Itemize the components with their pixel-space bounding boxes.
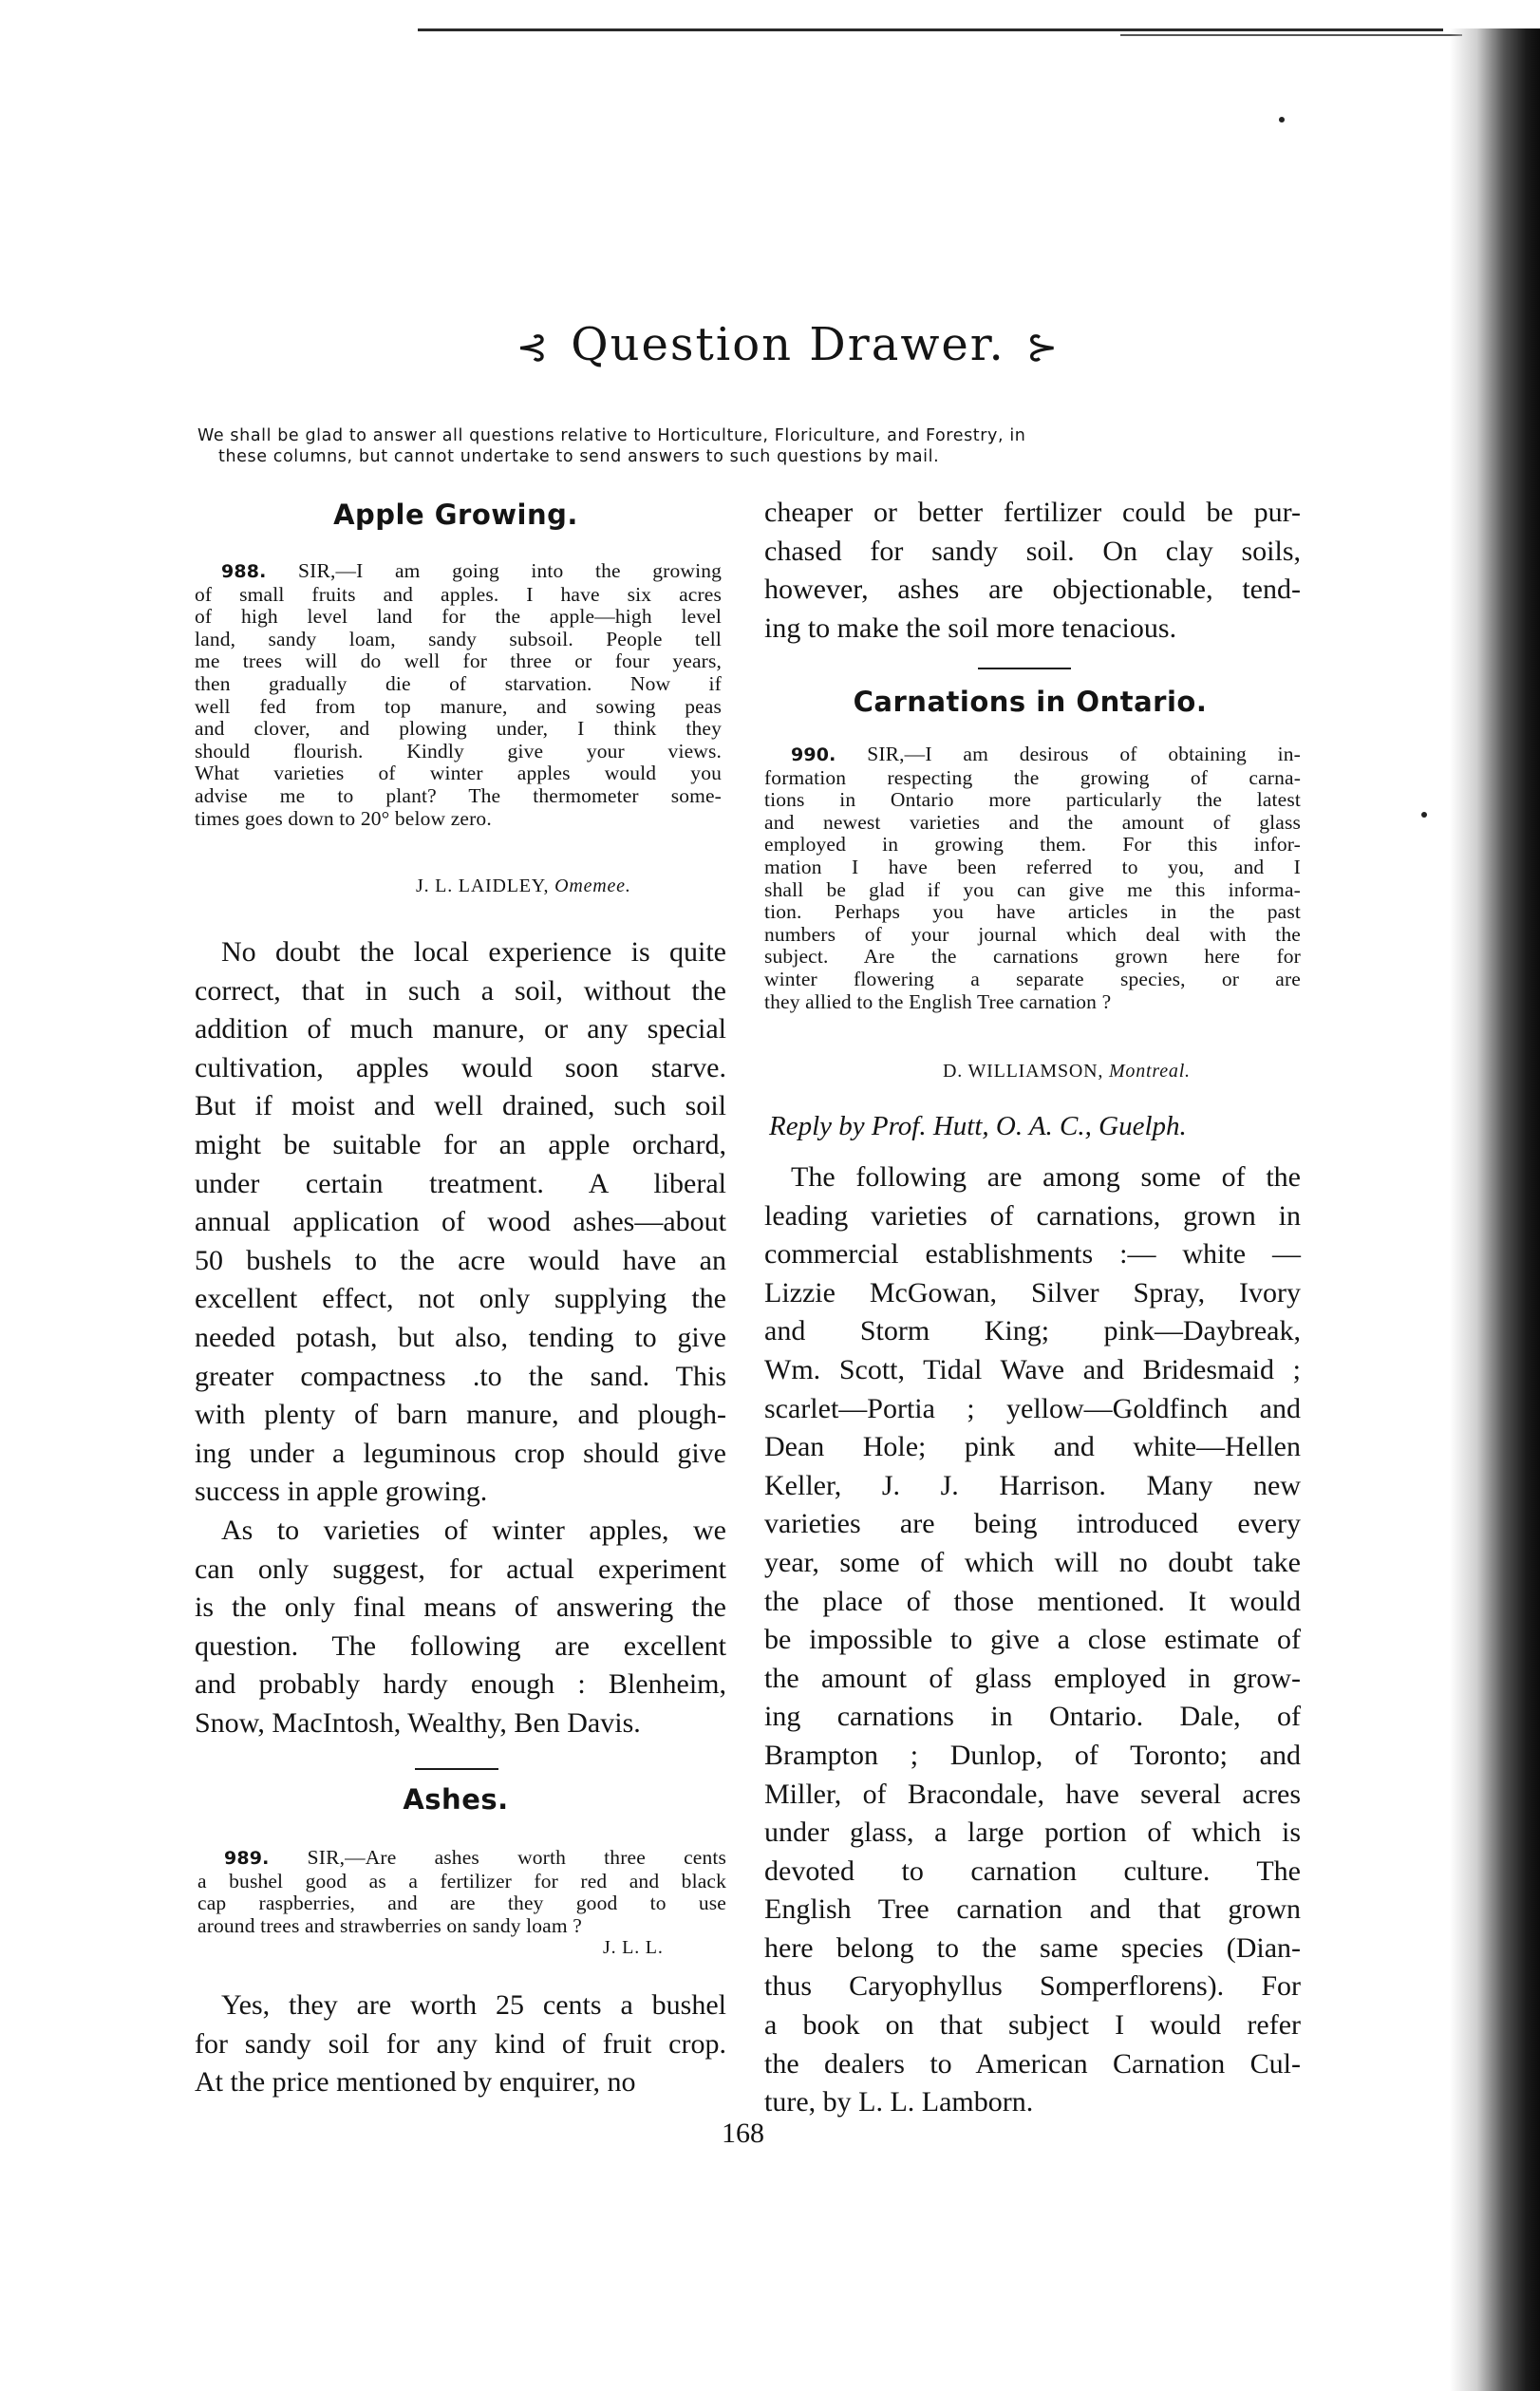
ashes-letter	[197, 1847, 726, 1937]
top-border-rule	[418, 28, 1443, 31]
text-line: But if moist and well drained, such soil	[195, 1090, 726, 1122]
text-line: with plenty of barn manure, and plough-	[195, 1399, 726, 1431]
text-line: around trees and strawberries on sandy loam ?	[197, 1913, 582, 1937]
apple-signature	[416, 875, 631, 897]
top-border-rule-secondary	[1120, 34, 1462, 36]
text-line: needed potash, but also, tending to give	[195, 1321, 726, 1353]
text-line: annual application of wood ashes—about	[195, 1206, 726, 1238]
text-line: a bushel good as a fertilizer for red and black	[197, 1869, 726, 1892]
text-line: formation respecting the growing of carna-	[764, 765, 1301, 789]
scan-speck	[1421, 812, 1427, 818]
text-line: the dealers to American Carnation Cul-	[764, 2047, 1301, 2080]
text-line: 989. SIR,—Are ashes worth three cents	[224, 1846, 726, 1869]
text-line: ture, by L. L. Lamborn.	[764, 2086, 1034, 2118]
text-line: here belong to the same species (Dian-	[764, 1931, 1301, 1964]
text-line: ing to make the soil more tenacious.	[764, 612, 1177, 644]
text-line: me trees will do well for three or four years,	[195, 650, 722, 673]
text-line: chased for sandy soil. On clay soils,	[764, 535, 1301, 567]
section-heading-ashes: Ashes.	[403, 1783, 509, 1816]
signature-place: Montreal.	[1108, 1061, 1191, 1082]
text-line: then gradually die of starvation. Now if	[195, 671, 722, 695]
signature-name: J. L. LAIDLEY,	[416, 875, 550, 896]
apple-letter	[195, 560, 722, 830]
text-line: 990. SIR,—I am desirous of obtaining in-	[791, 743, 1301, 765]
page-title-text: Question Drawer.	[571, 318, 1005, 371]
text-line: the amount of glass employed in grow-	[764, 1662, 1301, 1694]
text-line: a book on that subject I would refer	[764, 2009, 1301, 2042]
text-line: varieties are being introduced every	[764, 1508, 1301, 1540]
text-line: mation I have been referred to you, and I	[764, 855, 1301, 878]
text-line: devoted to carnation culture. The	[764, 1854, 1301, 1887]
page-title	[456, 318, 1120, 371]
text-line: Yes, they are worth 25 cents a bushel	[221, 1989, 726, 2021]
text-line: Keller, J. J. Harrison. Many new	[764, 1469, 1301, 1501]
text-line: might be suitable for an apple orchard,	[195, 1128, 726, 1160]
question-number: 990.	[791, 744, 836, 765]
text-line: of small fruits and apples. I have six acres	[195, 582, 722, 606]
ornament-left-icon: ⊰	[516, 326, 551, 369]
text-line: the place of those mentioned. It would	[764, 1585, 1301, 1617]
signature-place: Omemee.	[554, 875, 631, 896]
text-line: ing carnations in Ontario. Dale, of	[764, 1701, 1301, 1733]
text-line: however, ashes are objectionable, tend-	[764, 574, 1301, 606]
text-line: for sandy soil for any kind of fruit crop.	[195, 2027, 726, 2060]
carnations-letter	[764, 744, 1301, 1013]
text-line: scarlet—Portia ; yellow—Goldfinch and	[764, 1392, 1301, 1424]
text-line: correct, that in such a soil, without the	[195, 974, 726, 1007]
text-line: The following are among some of the	[791, 1161, 1301, 1193]
text-line: Snow, MacIntosh, Wealthy, Ben Davis.	[195, 1706, 641, 1739]
text-line: commercial establishments :— white —	[764, 1238, 1301, 1271]
text-line: should flourish. Kindly give your views.	[195, 739, 722, 762]
text-line: tions in Ontario more particularly the latest	[764, 788, 1301, 812]
carnations-signature	[943, 1061, 1191, 1083]
page-number: 168	[722, 2118, 764, 2149]
apple-reply-varieties	[195, 1512, 726, 1743]
text-line: they allied to the English Tree carnation ?	[764, 989, 1112, 1013]
text-line: Lizzie McGowan, Silver Spray, Ivory	[764, 1276, 1301, 1308]
text-line: excellent effect, not only supplying the	[195, 1283, 726, 1315]
text-line: Brampton ; Dunlop, of Toronto; and	[764, 1739, 1301, 1771]
intro-line: We shall be glad to answer all questions relative to Horticulture, Floriculture, and Forestry, in	[197, 426, 1026, 445]
question-number: 989.	[224, 1848, 270, 1869]
text-line: times goes down to 20° below zero.	[195, 806, 492, 830]
text-line: thus Caryophyllus Somperflorens). For	[764, 1970, 1301, 2003]
text-line: cultivation, apples would soon starve.	[195, 1051, 726, 1083]
text-line: is the only final means of answering the	[195, 1591, 726, 1624]
text-line: tion. Perhaps you have articles in the past	[764, 900, 1301, 924]
text-line: of high level land for the apple—high level	[195, 605, 722, 629]
text-line: year, some of which will no doubt take	[764, 1546, 1301, 1578]
text-line: employed in growing them. For this infor-	[764, 833, 1301, 857]
text-line: shall be glad if you can give me this informa-	[764, 877, 1301, 901]
text-line: land, sandy loam, sandy subsoil. People tell	[195, 627, 722, 650]
apple-reply	[195, 933, 726, 1512]
scan-speck	[1279, 117, 1285, 122]
text-line: Wm. Scott, Tidal Wave and Bridesmaid ;	[764, 1353, 1301, 1385]
text-line: cheaper or better fertilizer could be pur-	[764, 497, 1301, 528]
text-line: advise me to plant? The thermometer some-	[195, 783, 722, 807]
text-line: As to varieties of winter apples, we	[221, 1515, 726, 1546]
ashes-reply-continued	[764, 494, 1301, 648]
text-line: numbers of your journal which deal with the	[764, 922, 1301, 946]
text-line: ing under a leguminous crop should give	[195, 1437, 726, 1469]
section-divider	[978, 668, 1071, 669]
text-line: leading varieties of carnations, grown in	[764, 1199, 1301, 1232]
intro-line: these columns, but cannot undertake to send answers to such questions by mail.	[218, 447, 940, 466]
text-line: under glass, a large portion of which is	[764, 1817, 1301, 1849]
text-line: and clover, and plowing under, I think they	[195, 717, 722, 741]
text-line: English Tree carnation and that grown	[764, 1893, 1301, 1926]
section-heading-carnations: Carnations in Ontario.	[853, 686, 1208, 718]
text-line: and Storm King; pink—Daybreak,	[764, 1315, 1301, 1347]
signature-name: D. WILLIAMSON,	[943, 1061, 1104, 1082]
text-line: 50 bushels to the acre would have an	[195, 1244, 726, 1276]
section-divider	[415, 1768, 498, 1770]
carnations-reply	[764, 1158, 1301, 2122]
text-line: be impossible to give a close estimate of	[764, 1624, 1301, 1656]
text-line: What varieties of winter apples would you	[195, 762, 722, 785]
text-line: Miller, of Bracondale, have several acres	[764, 1778, 1301, 1810]
intro-note	[178, 425, 1337, 467]
page-edge-shadow	[1450, 28, 1540, 2391]
section-heading-apple: Apple Growing.	[333, 499, 578, 531]
ornament-right-icon: ⊱	[1025, 326, 1061, 369]
text-line: Dean Hole; pink and white—Hellen	[764, 1431, 1301, 1463]
ashes-reply	[195, 1986, 726, 2102]
text-line: under certain treatment. A liberal	[195, 1167, 726, 1199]
carnations-reply-heading: Reply by Prof. Hutt, O. A. C., Guelph.	[769, 1111, 1187, 1141]
question-number: 988.	[221, 561, 267, 582]
text-line: No doubt the local experience is quite	[221, 936, 726, 968]
text-line: 988. SIR,—I am going into the growing	[221, 559, 722, 582]
text-line: subject. Are the carnations grown here for	[764, 945, 1301, 969]
text-line: addition of much manure, or any special	[195, 1013, 726, 1045]
text-line: can only suggest, for actual experiment	[195, 1553, 726, 1585]
text-line: success in apple growing.	[195, 1476, 488, 1508]
text-line: well fed from top manure, and sowing peas	[195, 694, 722, 718]
text-line: question. The following are excellent	[195, 1629, 726, 1662]
ashes-signature: J. L. L.	[603, 1937, 664, 1958]
text-line: greater compactness .to the sand. This	[195, 1360, 726, 1392]
text-line: At the price mentioned by enquirer, no	[195, 2066, 636, 2099]
text-line: winter flowering a separate species, or are	[764, 967, 1301, 990]
text-line: and probably hardy enough : Blenheim,	[195, 1668, 726, 1701]
text-line: cap raspberries, and are they good to use	[197, 1892, 726, 1915]
text-line: and newest varieties and the amount of glass	[764, 810, 1301, 834]
